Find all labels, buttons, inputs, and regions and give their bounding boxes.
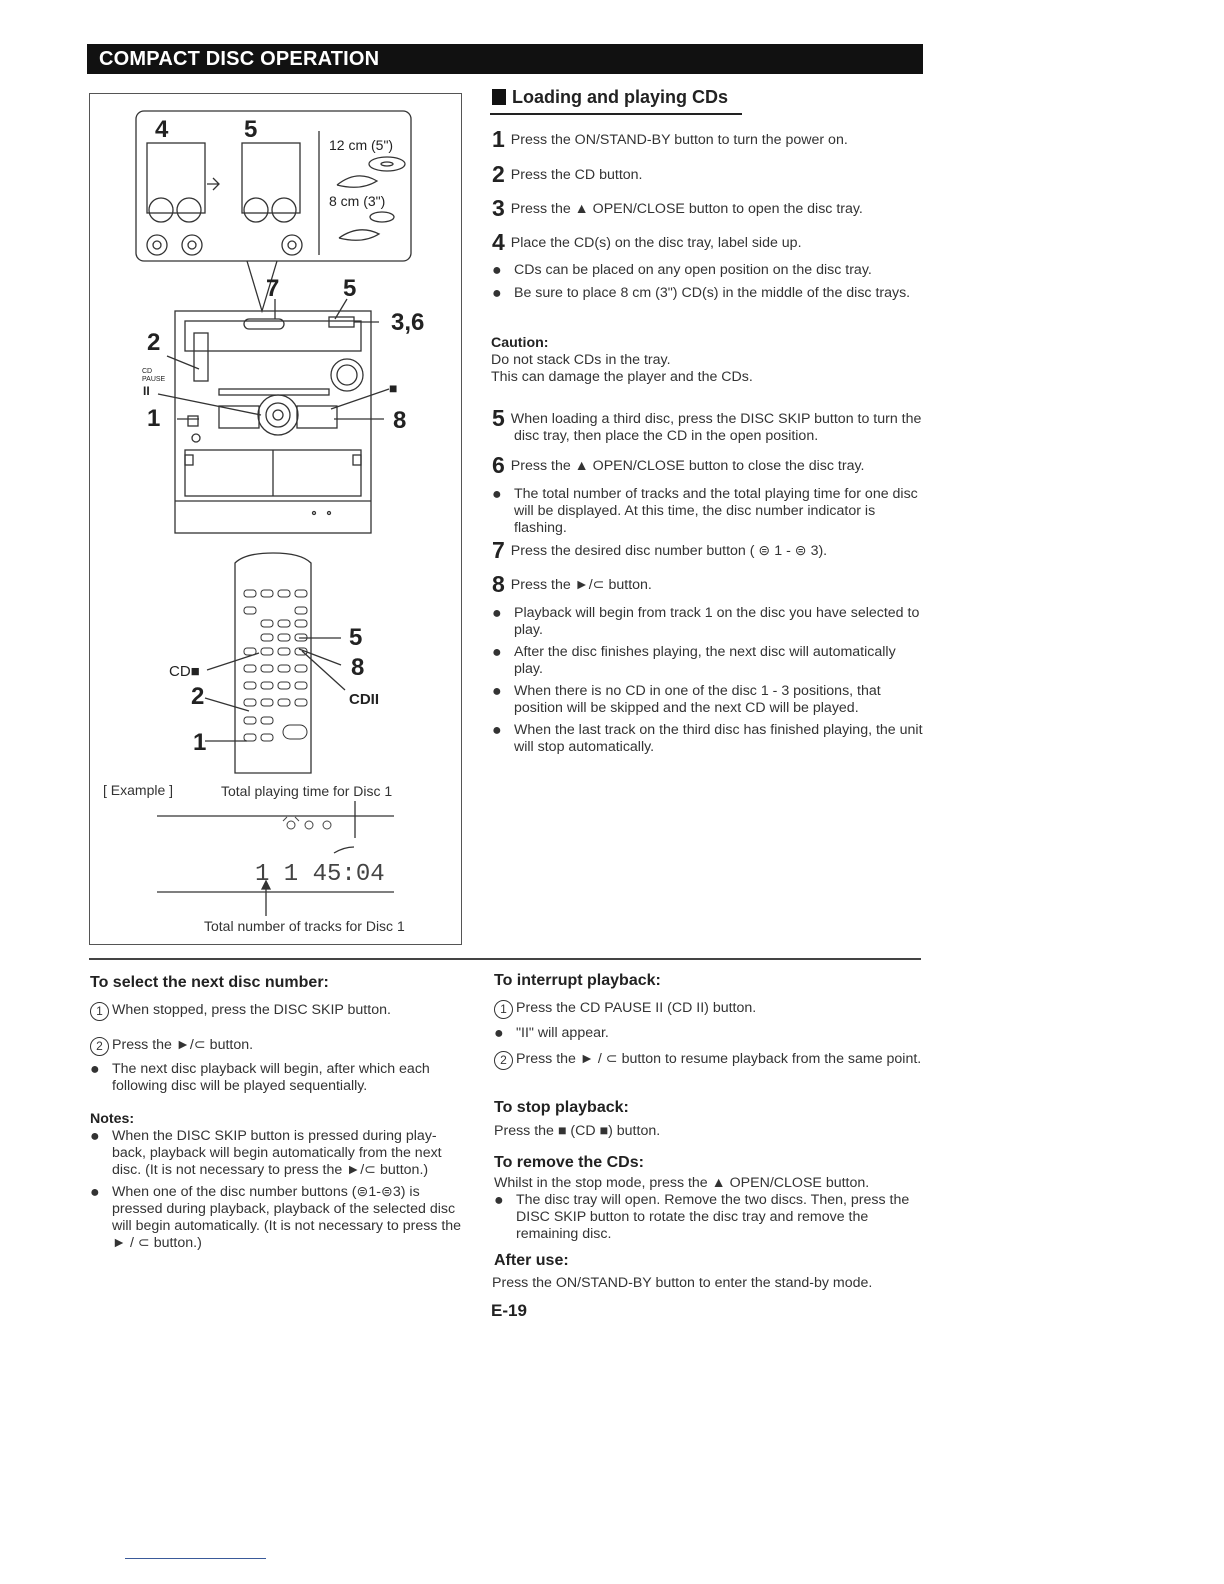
square-bullet-icon <box>492 89 506 105</box>
fig-label-cd-pause: CD <box>142 368 153 375</box>
notes-title: Notes: <box>90 1111 135 1127</box>
svg-text:PAUSE: PAUSE <box>142 376 166 383</box>
unit-diagram <box>89 93 462 945</box>
total-tracks-caption: Total number of tracks for Disc 1 <box>204 918 405 934</box>
interrupt-title: To interrupt playback: <box>494 972 661 989</box>
bullet-item: ● When the last track on the third disc has finished playing, the unit will stop automatically. <box>492 722 923 755</box>
interrupt-item-2: 2 Press the ► / ⊂ button to resume playback from the same point. <box>494 1051 926 1070</box>
main-unit <box>175 311 371 533</box>
lcd-display-digits: 1 1 45:04 <box>255 861 385 888</box>
step-1: 1 Press the ON/STAND-BY button to turn the power on. <box>492 126 848 152</box>
interrupt-item-1: 1 Press the CD PAUSE II (CD II) button. <box>494 1000 756 1019</box>
bullet-item: ● After the disc finishes playing, the next disc will automatically play. <box>492 644 896 677</box>
loading-section-title: Loading and playing CDs <box>492 87 728 108</box>
footer-rule <box>125 1558 266 1559</box>
step-4: 4 Place the CD(s) on the disc tray, label side up. <box>492 229 802 255</box>
bullet-item: ● Be sure to place 8 cm (3") CD(s) in the middle of the disc trays. <box>492 285 911 302</box>
fig-label-5b: 5 <box>343 275 357 302</box>
fig-label-cd-pause-remote: CDII <box>349 691 379 708</box>
fig-label-remote-1: 1 <box>193 729 207 756</box>
section-header-title: COMPACT DISC OPERATION <box>99 48 380 70</box>
title-underline <box>490 113 742 115</box>
bullet-item: ● The total number of tracks and the total playing time for one disc will be displayed. At this time, the disc number indicator is flashing. <box>492 486 918 536</box>
step-6: 6 Press the ▲ OPEN/CLOSE button to close the disc tray. <box>492 452 865 478</box>
tray-drawing-left <box>147 143 205 213</box>
bullet-item: ● When there is no CD in one of the disc 1 - 3 positions, that position will be skipped and the next CD will be played. <box>492 683 881 716</box>
total-time-caption: Total playing time for Disc 1 <box>221 783 393 799</box>
caution-line: Do not stack CDs in the tray. <box>491 352 671 368</box>
fig-label-stop-symbol: ■ <box>389 380 398 396</box>
bullet-item: ● CDs can be placed on any open position on the disc tray. <box>492 262 872 279</box>
section-divider <box>89 958 921 960</box>
after-use-title: After use: <box>494 1252 569 1269</box>
step-5: 5 When loading a third disc, press the DISC SKIP button to turn the disc tray, then place the CD in the open position. <box>492 405 922 444</box>
step-8: 8 Press the ►/⊂ button. <box>492 571 652 597</box>
remove-title: To remove the CDs: <box>494 1154 644 1171</box>
fig-label-1: 1 <box>147 405 161 432</box>
fig-label-4: 4 <box>155 116 169 143</box>
fig-label-5: 5 <box>244 116 258 143</box>
caution-line: This can damage the player and the CDs. <box>491 369 753 385</box>
bullet-item: ● Playback will begin from track 1 on the disc you have selected to play. <box>492 605 920 638</box>
fig-label-12cm: 12 cm (5") <box>329 137 394 153</box>
bullet-item: ● The next disc playback will begin, after which each following disc will be played sequentially. <box>90 1061 430 1094</box>
step-7: 7 Press the desired disc number button ( ⊜ 1 - ⊜ 3). <box>492 537 828 563</box>
fig-label-7: 7 <box>266 275 280 302</box>
fig-label-2: 2 <box>147 329 161 356</box>
fig-label-remote-5: 5 <box>349 624 363 651</box>
fig-label-pause-symbol: II <box>143 384 150 398</box>
note-item: ● When one of the disc number buttons (⊜1-⊜3) is pressed during playback, playback of the selected disc will begin automatically. (It is not necessary to press the ► / ⊂ button.) <box>90 1184 462 1251</box>
select-next-title: To select the next disc number: <box>90 974 329 991</box>
fig-label-3-6: 3,6 <box>391 309 425 336</box>
remove-text: Whilst in the stop mode, press the ▲ OPEN/CLOSE button. <box>494 1175 870 1191</box>
tray-drawing-right <box>242 143 300 213</box>
after-use-text: Press the ON/STAND-BY button to enter the stand-by mode. <box>492 1275 873 1291</box>
step-3: 3 Press the ▲ OPEN/CLOSE button to open the disc tray. <box>492 195 863 221</box>
fig-label-8: 8 <box>393 407 407 434</box>
fig-label-cd-stop: CD■ <box>169 663 200 680</box>
bullet-item: ● "II" will appear. <box>494 1025 609 1042</box>
stop-title: To stop playback: <box>494 1099 629 1116</box>
disc-number-indicator-icon <box>283 817 331 829</box>
fig-label-remote-2: 2 <box>191 683 205 710</box>
caution-title: Caution: <box>491 335 549 351</box>
select-next-item-1: 1 When stopped, press the DISC SKIP button. <box>90 1002 391 1021</box>
page-number: E-19 <box>491 1301 527 1320</box>
fig-label-remote-8: 8 <box>351 654 365 681</box>
stop-text: Press the ■ (CD ■) button. <box>494 1123 661 1139</box>
section-header-bar <box>87 44 923 74</box>
select-next-item-2: 2 Press the ►/⊂ button. <box>90 1037 253 1056</box>
bullet-item: ● The disc tray will open. Remove the two discs. Then, press the DISC SKIP button to rotate the disc tray and remove the remaining disc. <box>494 1192 910 1242</box>
note-item: ● When the DISC SKIP button is pressed during play-back, playback will begin automatically from the next disc. (It is not necessary to press the ►/⊂ button.) <box>90 1128 442 1178</box>
example-label: [ Example ] <box>103 782 174 798</box>
fig-label-8cm: 8 cm (3") <box>329 193 386 209</box>
step-2: 2 Press the CD button. <box>492 161 643 187</box>
